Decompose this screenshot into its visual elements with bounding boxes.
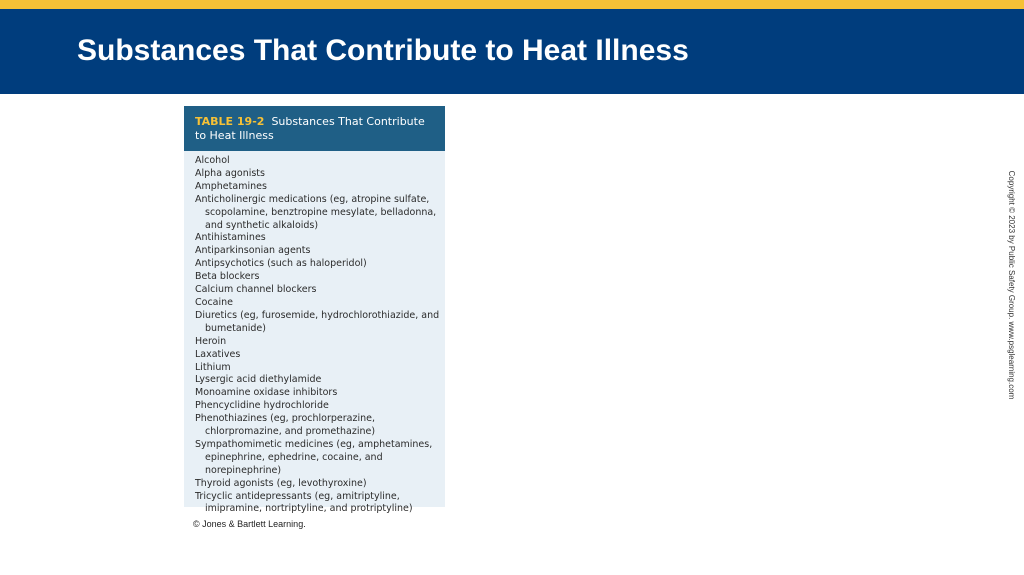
- substance-item: Tricyclic antidepressants (eg, amitriptyline, imipramine, nortriptyline, and protriptyline): [195, 490, 413, 515]
- substance-item: Cocaine: [195, 296, 233, 308]
- table-number: TABLE 19-2: [195, 115, 265, 128]
- substances-table: [184, 106, 445, 515]
- substance-item: Calcium channel blockers: [195, 284, 317, 296]
- substance-item: Lysergic acid diethylamide: [195, 374, 322, 386]
- substance-list: [195, 155, 441, 516]
- substance-item: Laxatives: [195, 348, 241, 360]
- substance-item: Anticholinergic medications (eg, atropine sulfate, scopolamine, benztropine mesylate, belladonna, and synthetic alkaloids): [195, 193, 437, 231]
- substance-item: Monoamine oxidase inhibitors: [195, 387, 338, 399]
- substance-item: Antiparkinsonian agents: [195, 245, 311, 257]
- substance-item: Phenothiazines (eg, prochlorperazine, chlorpromazine, and promethazine): [195, 413, 376, 438]
- slide-title: Substances That Contribute to Heat Illness: [77, 34, 689, 67]
- substance-item: Antihistamines: [195, 232, 266, 244]
- substance-item: Amphetamines: [195, 180, 267, 192]
- substance-item: Sympathomimetic medicines (eg, amphetamines, epinephrine, ephedrine, cocaine, and norepinephrine): [195, 438, 433, 476]
- substance-item: Alcohol: [195, 155, 230, 166]
- substance-item: Phencyclidine hydrochloride: [195, 400, 329, 412]
- image-credit: © Jones & Bartlett Learning.: [193, 519, 306, 529]
- substance-item: Thyroid agonists (eg, levothyroxine): [195, 477, 367, 489]
- substance-item: Heroin: [195, 335, 227, 347]
- substance-item: Antipsychotics (such as haloperidol): [195, 258, 367, 270]
- substance-item: Beta blockers: [195, 271, 260, 283]
- table-caption-text: Substances That Contribute to Heat Illness: [195, 115, 425, 142]
- table-caption: [195, 115, 435, 142]
- substance-item: Lithium: [195, 361, 231, 373]
- table-header: [184, 106, 445, 151]
- copyright-notice: Copyright © 2023 by Public Safety Group. www.psglearning.com: [1007, 170, 1016, 400]
- substance-item: Diuretics (eg, furosemide, hydrochlorothiazide, and bumetanide): [195, 309, 440, 334]
- accent-stripe: [0, 0, 1024, 9]
- substance-item: Alpha agonists: [195, 167, 265, 179]
